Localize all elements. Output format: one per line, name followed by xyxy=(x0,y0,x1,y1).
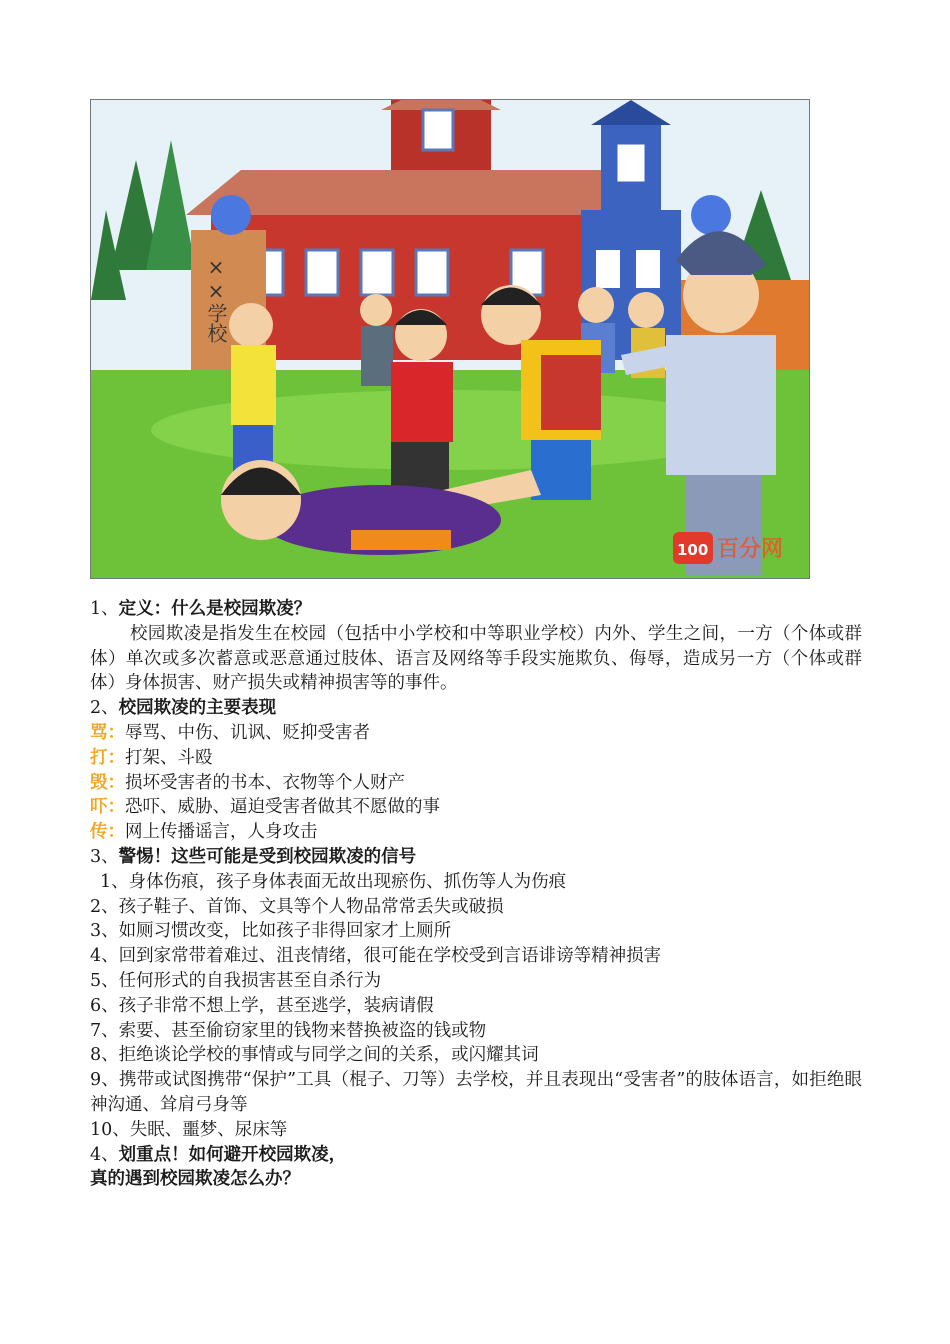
section1-heading: 1、定义：什么是校园欺凌？ xyxy=(90,599,312,619)
section4-heading-line2: 真的遇到校园欺凌怎么办？ xyxy=(90,1169,300,1190)
section1-paragraph: 校园欺凌是指发生在校园（包括中小学校和中等职业学校）内外、学生之间，一方（个体或群体）单次或多次蓄意或恶意通过肢体、语言及网络等手段实施欺负、侮辱，造成另一方（个体或群体）身体损害、财产损失或精神损害等的事件。 xyxy=(90,623,862,694)
warning-sign-item: 10、失眠、噩梦、尿床等 xyxy=(90,1119,288,1140)
warning-sign-item: 9、携带或试图携带“保护”工具（棍子、刀等）去学校，并且表现出“受害者”的肢体语言，如拒绝眼神沟通、耸肩弓身等 xyxy=(90,1070,862,1115)
warning-sign-item: 6、孩子非常不想上学，甚至逃学，装病请假 xyxy=(90,995,434,1016)
warning-sign-item: 2、孩子鞋子、首饰、文具等个人物品常常丢失或破损 xyxy=(90,896,504,917)
behavior-item: 骂：辱骂、中伤、讥讽、贬抑受害者 xyxy=(90,722,370,743)
school-bullying-illustration xyxy=(90,99,810,579)
section4-heading: 4、划重点！如何避开校园欺凌， xyxy=(90,1144,347,1165)
school-sign-text: ××学校 xyxy=(204,255,228,343)
behavior-item: 毁：损坏受害者的书本、衣物等个人财产 xyxy=(90,772,405,793)
section2-heading: 2、校园欺凌的主要表现 xyxy=(90,698,277,719)
warning-sign-item: 8、拒绝谈论学校的事情或与同学之间的关系，或闪耀其词 xyxy=(90,1045,539,1066)
warning-sign-item: 1、身体伤痕，孩子身体表面无故出现瘀伤、抓伤等人为伤痕 xyxy=(100,871,567,892)
warning-sign-item: 3、如厕习惯改变，比如孩子非得回家才上厕所 xyxy=(90,921,452,942)
behavior-item: 传：网上传播谣言，人身攻击 xyxy=(90,822,318,843)
warning-sign-item: 4、回到家常带着难过、沮丧情绪，很可能在学校受到言语诽谤等精神损害 xyxy=(90,946,662,967)
section3-heading: 3、警惕！这些可能是受到校园欺凌的信号 xyxy=(90,846,417,867)
behavior-item: 吓：恐吓、威胁、逼迫受害者做其不愿做的事 xyxy=(90,797,440,818)
behavior-item: 打：打架、斗殴 xyxy=(90,747,213,768)
cartoon-scene xyxy=(91,100,809,578)
warning-sign-item: 7、索要、甚至偷窃家里的钱物来替换被盗的钱或物 xyxy=(90,1020,487,1041)
watermark-text: 百分网 xyxy=(717,537,784,562)
warning-sign-item: 5、任何形式的自我损害甚至自杀行为 xyxy=(90,970,382,991)
watermark-badge: 100 xyxy=(677,541,709,559)
article-body xyxy=(90,597,862,1192)
